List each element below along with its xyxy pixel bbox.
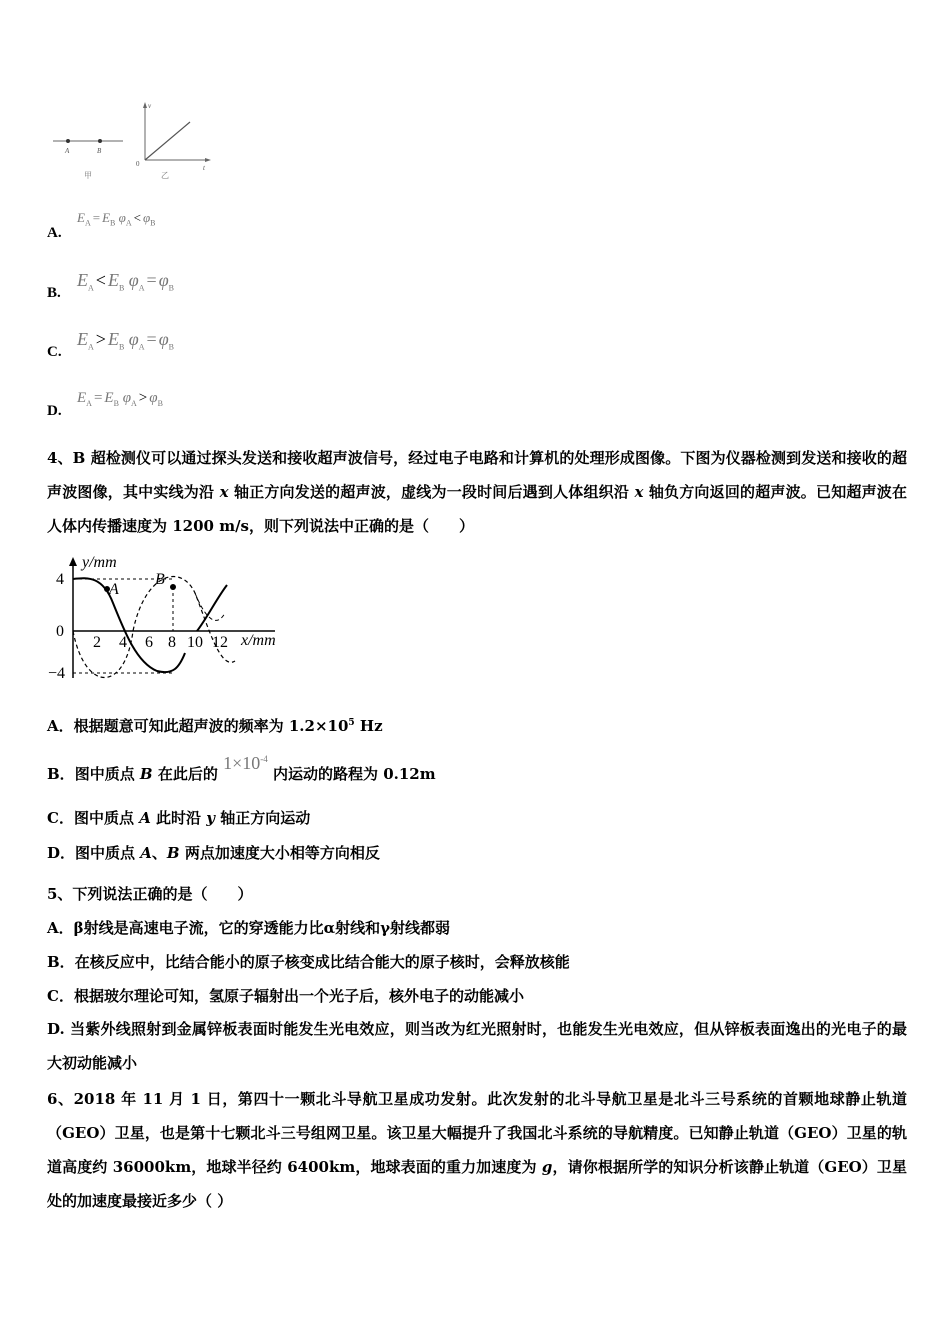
x-tick-2: 2 <box>93 634 101 651</box>
formula: $E_A > E_B$ $\varphi_A = \varphi_B$ <box>77 329 174 352</box>
v-axis-arrow <box>143 102 147 108</box>
solid-wave-2 <box>197 585 227 631</box>
q5-stem: 5、下列说法正确的是（ ） <box>47 885 253 903</box>
point-a-dot <box>66 139 70 143</box>
formula: $E_A = E_B$ $\varphi_A < \varphi_B$ <box>77 210 156 228</box>
point-b-label: B <box>155 571 165 588</box>
x-tick-10: 10 <box>187 634 203 651</box>
left-caption: 甲 <box>84 171 92 180</box>
point-b-dot <box>98 139 102 143</box>
point-a-label: A <box>109 581 119 598</box>
q4-option-c[interactable]: C．图中质点 A 此时沿 y 轴正方向运动 <box>47 809 311 827</box>
axis-t-label: t <box>203 164 205 172</box>
y-axis-arrow <box>69 557 77 566</box>
v-t-line <box>145 122 190 160</box>
q3-option-a[interactable] <box>47 210 347 250</box>
x-tick-4: 4 <box>119 634 127 651</box>
option-label: B. <box>47 285 61 301</box>
option-label: C． <box>47 809 74 827</box>
option-label: D. <box>47 403 62 419</box>
point-b-label: B <box>97 147 102 155</box>
q3-option-c[interactable] <box>47 327 347 367</box>
q5-option-c[interactable]: C．根据玻尔理论可知，氢原子辐射出一个光子后，核外电子的动能减小 <box>47 987 524 1005</box>
q5-option-a[interactable]: A．β射线是高速电子流，它的穿透能力比α射线和γ射线都弱 <box>47 919 451 937</box>
y-tick-0: 0 <box>56 623 64 640</box>
dashed-wave <box>73 577 235 678</box>
y-axis-label: y/mm <box>82 554 117 571</box>
q4-option-d[interactable]: D．图中质点 A、B 两点加速度大小相等方向相反 <box>47 844 380 862</box>
option-label: A． <box>47 717 74 735</box>
x-tick-6: 6 <box>145 634 153 651</box>
option-label: A． <box>47 919 74 937</box>
option-label: C． <box>47 987 74 1005</box>
point-a-label: A <box>65 147 70 155</box>
q3-option-d[interactable] <box>47 388 347 428</box>
q6-stem: 6、2018 年 11 月 1 日，第四十一颗北斗导航卫星成功发射。此次发射的北斗导航卫星是北斗三号系统的首颗地球静止轨道（GEO）卫星，也是第十七颗北斗三号组网卫星。该卫星大幅提升了我国北斗系统的导航精度。已知静止轨道（GEO）卫星的轨道高度约 36000km，地球半径约 6400km，地球表面的重力加速度为 g，请你根据所学的知识分析该静止轨道（GEO）卫星处的加速度最接近多少（ ） <box>47 1090 907 1210</box>
right-caption: 乙 <box>161 171 169 180</box>
q4-stem: 4、B 超检测仪可以通过探头发送和接收超声波信号，经过电子电路和计算机的处理形成图像。下图为仪器检测到发送和接收的超声波图像，其中实线为沿 x 轴正方向发送的超声波，虚线为一段时间后遇到人体组织沿 x 轴负方向返回的超声波。已知超声波在人体内传播速度为 1200 m/s，则下列说法中正确的是（ ） <box>47 449 907 535</box>
point-b-dot <box>170 584 176 590</box>
wave-graph <box>45 553 295 688</box>
formula: $E_A < E_B$ $\varphi_A = \varphi_B$ <box>77 270 174 293</box>
y-tick-neg4: −4 <box>48 665 66 682</box>
x-axis-label: x/mm <box>241 632 276 649</box>
q4-option-b[interactable]: B．图中质点 B 在此后的 $1\times 10^{-4}$ 内运动的路程为 0.12m <box>47 753 436 783</box>
field-figure <box>45 98 220 188</box>
origin-label: 0 <box>136 160 140 168</box>
t-axis-arrow <box>205 158 211 162</box>
q4-option-a[interactable]: A．根据题意可知此超声波的频率为 $1.2\times 10^5$ Hz <box>47 717 383 735</box>
x-tick-12: 12 <box>212 634 228 651</box>
option-label: B． <box>47 765 75 783</box>
option-label: C. <box>47 344 62 360</box>
q5-option-d[interactable]: D. 当紫外线照射到金属锌板表面时能发生光电效应，则当改为红光照射时，也能发生光电效应，但从锌板表面逸出的光电子的最大初动能减小 <box>47 1020 907 1072</box>
option-label: B． <box>47 953 75 971</box>
formula: $E_A = E_B$ $\varphi_A > \varphi_B$ <box>77 390 163 408</box>
option-label: D． <box>47 844 76 862</box>
q5-option-b[interactable]: B．在核反应中，比结合能小的原子核变成比结合能大的原子核时，会释放核能 <box>47 953 570 971</box>
axis-v-label: v <box>148 102 152 110</box>
q3-option-b[interactable] <box>47 268 347 308</box>
dashed-wave-tail <box>195 593 225 620</box>
option-label: A. <box>47 225 62 241</box>
solid-wave-1 <box>73 578 185 672</box>
y-tick-4: 4 <box>56 571 64 588</box>
x-tick-8: 8 <box>168 634 176 651</box>
